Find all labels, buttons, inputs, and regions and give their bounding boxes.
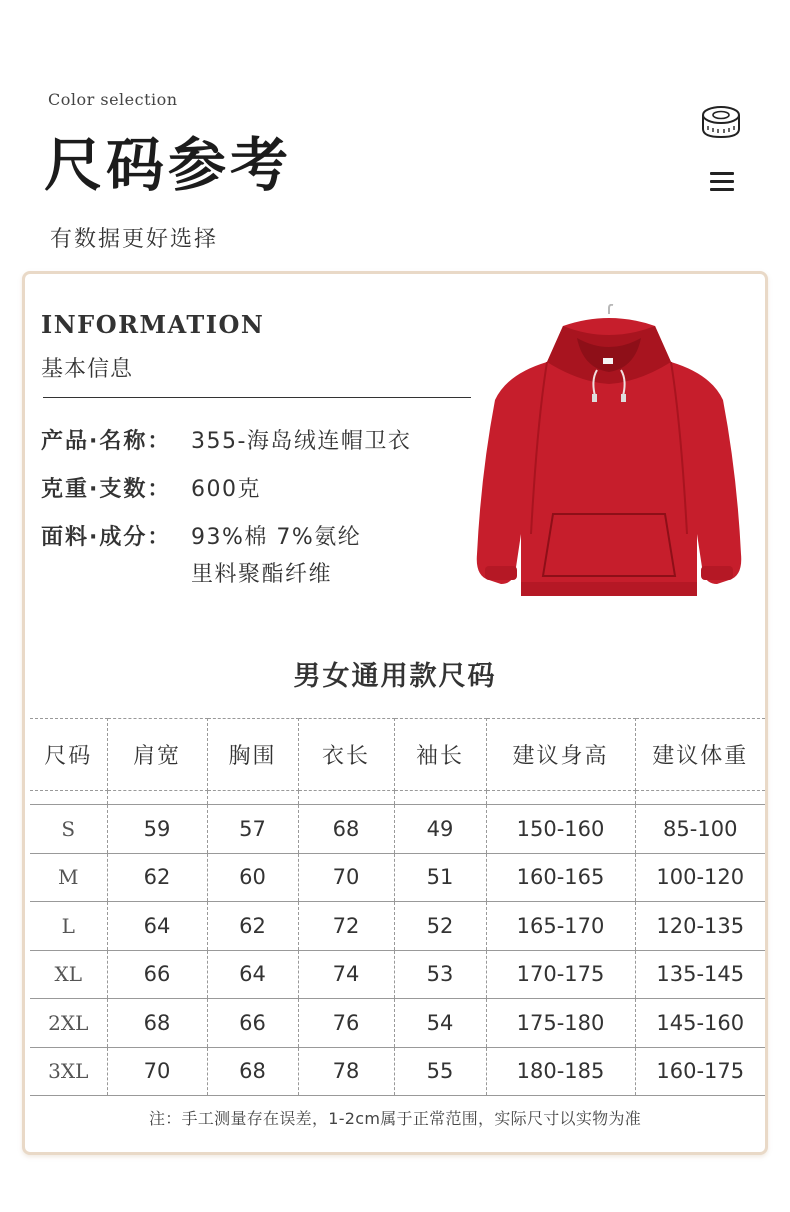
table-cell: 53	[394, 950, 486, 999]
table-row	[30, 950, 765, 999]
info-heading-en: INFORMATION	[41, 310, 265, 339]
hoodie-product-image	[471, 304, 747, 604]
table-cell: 2XL	[30, 999, 107, 1048]
info-heading-zh: 基本信息	[41, 357, 134, 382]
spec-label: 产品·名称：	[41, 429, 172, 454]
spec-value: 93%棉 7%氨纶	[191, 525, 362, 550]
table-cell: 62	[107, 853, 207, 902]
table-cell: 54	[394, 999, 486, 1048]
table-cell: 160-165	[486, 853, 635, 902]
header-subtitle-zh: 有数据更好选择	[50, 227, 219, 252]
table-cell: 170-175	[486, 950, 635, 999]
table-cell: 150-160	[486, 805, 635, 854]
table-cell: 180-185	[486, 1047, 635, 1096]
col-header-weight: 建议体重	[635, 719, 765, 791]
table-cell: 145-160	[635, 999, 765, 1048]
table-cell: XL	[30, 950, 107, 999]
table-row	[30, 805, 765, 854]
table-cell: M	[30, 853, 107, 902]
spec-value: 600克	[191, 477, 261, 502]
spec-fabric	[41, 520, 361, 588]
spec-label: 克重·支数：	[41, 477, 172, 502]
table-cell: 100-120	[635, 853, 765, 902]
table-cell: 51	[394, 853, 486, 902]
table-cell: 160-175	[635, 1047, 765, 1096]
table-cell: 66	[207, 999, 298, 1048]
size-table-header-row	[30, 719, 765, 791]
table-row	[30, 1047, 765, 1096]
col-header-size: 尺码	[30, 719, 107, 791]
table-cell: 85-100	[635, 805, 765, 854]
table-cell: 165-170	[486, 902, 635, 951]
table-row	[30, 999, 765, 1048]
table-cell: 55	[394, 1047, 486, 1096]
col-header-length: 衣长	[298, 719, 394, 791]
col-header-chest: 胸围	[207, 719, 298, 791]
table-spacer	[30, 791, 765, 805]
table-cell: 76	[298, 999, 394, 1048]
table-cell: S	[30, 805, 107, 854]
table-cell: 66	[107, 950, 207, 999]
table-cell: 74	[298, 950, 394, 999]
measurement-note: 注：手工测量存在误差，1-2cm属于正常范围，实际尺寸以实物为准	[148, 1109, 642, 1128]
table-cell: 68	[107, 999, 207, 1048]
spec-weight	[41, 472, 261, 503]
table-cell: 120-135	[635, 902, 765, 951]
table-row	[30, 902, 765, 951]
table-cell: 60	[207, 853, 298, 902]
table-cell: 52	[394, 902, 486, 951]
table-row	[30, 853, 765, 902]
size-table-title: 男女通用款尺码	[293, 661, 497, 692]
table-cell: 72	[298, 902, 394, 951]
table-cell: 3XL	[30, 1047, 107, 1096]
col-header-sleeve: 袖长	[394, 719, 486, 791]
table-cell: 78	[298, 1047, 394, 1096]
table-cell: 59	[107, 805, 207, 854]
spec-value: 355-海岛绒连帽卫衣	[191, 429, 412, 454]
table-cell: 68	[298, 805, 394, 854]
table-cell: 70	[298, 853, 394, 902]
table-cell: 64	[207, 950, 298, 999]
header-subtitle-en: Color selection	[48, 90, 178, 109]
table-cell: 49	[394, 805, 486, 854]
measuring-tape-icon	[700, 104, 742, 142]
menu-icon[interactable]	[710, 172, 734, 192]
info-divider	[43, 397, 471, 398]
table-cell: 62	[207, 902, 298, 951]
page-title: 尺码参考	[44, 131, 293, 199]
spec-product-name	[41, 424, 411, 455]
table-cell: 57	[207, 805, 298, 854]
col-header-height: 建议身高	[486, 719, 635, 791]
size-reference-card	[22, 271, 768, 1155]
spec-label: 面料·成分：	[41, 525, 172, 550]
col-header-shoulder: 肩宽	[107, 719, 207, 791]
spec-value-line2: 里料聚酯纤维	[191, 562, 333, 587]
table-cell: 64	[107, 902, 207, 951]
table-cell: 70	[107, 1047, 207, 1096]
table-cell: 175-180	[486, 999, 635, 1048]
table-cell: 68	[207, 1047, 298, 1096]
table-cell: 135-145	[635, 950, 765, 999]
table-cell: L	[30, 902, 107, 951]
size-table	[30, 718, 765, 1096]
